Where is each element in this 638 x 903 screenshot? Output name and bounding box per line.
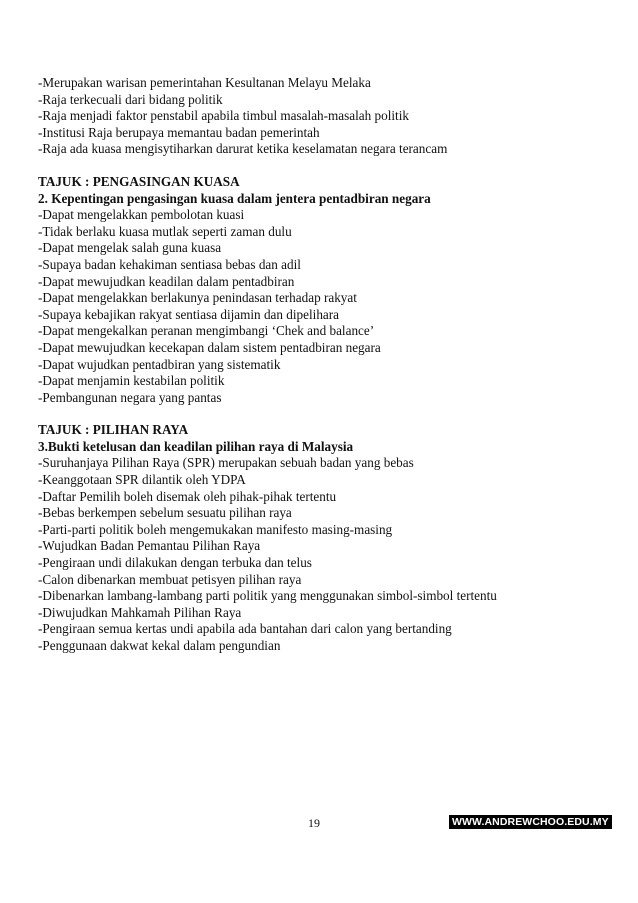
list-item: -Dapat menjamin kestabilan politik: [38, 373, 225, 389]
list-item: -Dapat mewujudkan keadilan dalam pentadbiran: [38, 273, 295, 289]
list-item: -Supaya kebajikan rakyat sentiasa dijamin dan dipelihara: [38, 306, 340, 322]
document-body: [38, 75, 618, 655]
section-pilihan-raya: [38, 422, 618, 654]
list-item: -Parti-parti politik boleh mengemukakan manifesto masing-masing: [38, 521, 393, 537]
list-item: -Diwujudkan Mahkamah Pilihan Raya: [38, 604, 242, 620]
list-item: -Calon dibenarkan membuat petisyen pilihan raya: [38, 571, 302, 587]
list-item: -Supaya badan kehakiman sentiasa bebas dan adil: [38, 256, 301, 272]
list-item: -Dapat wujudkan pentadbiran yang sistematik: [38, 356, 281, 372]
section-title: TAJUK : PENGASINGAN KUASA: [38, 173, 240, 189]
list-item: -Raja terkecuali dari bidang politik: [38, 91, 223, 107]
list-item: -Dibenarkan lambang-lambang parti politik yang menggunakan simbol-simbol tertentu: [38, 588, 497, 604]
list-item: -Dapat mengelakkan berlakunya penindasan terhadap rakyat: [38, 290, 357, 306]
list-item: -Raja ada kuasa mengisytiharkan darurat ketika keselamatan negara terancam: [38, 141, 448, 157]
list-item: -Dapat mengelakkan pembolotan kuasi: [38, 207, 245, 223]
spacer: [38, 406, 618, 422]
list-item: -Raja menjadi faktor penstabil apabila timbul masalah-masalah politik: [38, 108, 409, 124]
section-subtitle: 3.Bukti ketelusan dan keadilan pilihan raya di Malaysia: [38, 438, 354, 454]
list-item: -Institusi Raja berupaya memantau badan pemerintah: [38, 124, 320, 140]
spacer: [38, 158, 618, 174]
intro-list: [38, 75, 618, 158]
list-item: -Penggunaan dakwat kekal dalam pengundian: [38, 638, 281, 653]
page-number: 19: [308, 816, 320, 830]
list-item: -Dapat mewujudkan kecekapan dalam sistem pentadbiran negara: [38, 339, 381, 355]
list-item: -Pembangunan negara yang pantas: [38, 389, 222, 405]
list-item: -Bebas berkempen sebelum sesuatu pilihan raya: [38, 505, 292, 521]
section-title: TAJUK : PILIHAN RAYA: [38, 422, 189, 438]
list-item: -Tidak berlaku kuasa mutlak seperti zaman dulu: [38, 223, 292, 239]
list-item: -Dapat mengelak salah guna kuasa: [38, 240, 222, 256]
list-item: -Pengiraan semua kertas undi apabila ada bantahan dari calon yang bertanding: [38, 621, 452, 637]
list-item: -Wujudkan Badan Pemantau Pilihan Raya: [38, 538, 261, 554]
list-item: -Pengiraan undi dilakukan dengan terbuka dan telus: [38, 555, 312, 571]
list-item: -Merupakan warisan pemerintahan Kesultanan Melayu Melaka: [38, 75, 371, 90]
footer-url-label: WWW.ANDREWCHOO.EDU.MY: [449, 815, 612, 829]
section-subtitle: 2. Kepentingan pengasingan kuasa dalam jentera pentadbiran negara: [38, 190, 431, 206]
list-item: -Suruhanjaya Pilihan Raya (SPR) merupakan sebuah badan yang bebas: [38, 455, 414, 471]
list-item: -Daftar Pemilih boleh disemak oleh pihak-pihak tertentu: [38, 488, 337, 504]
list-item: -Dapat mengekalkan peranan mengimbangi ‘Chek and balance’: [38, 323, 375, 339]
section-pengasingan-kuasa: [38, 174, 618, 406]
list-item: -Keanggotaan SPR dilantik oleh YDPA: [38, 472, 246, 488]
